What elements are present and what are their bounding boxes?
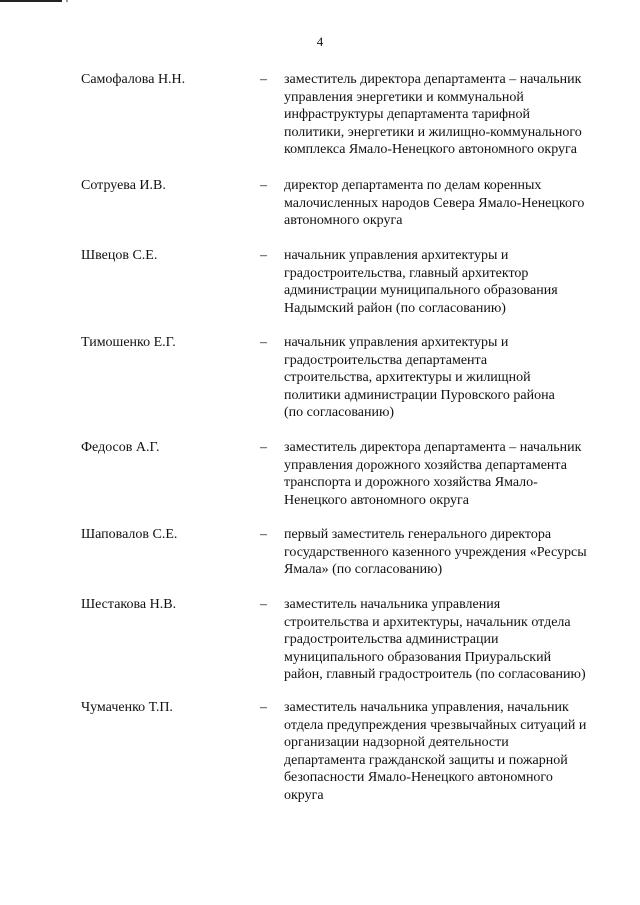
position-line: начальник управления архитектуры и <box>284 248 509 263</box>
position-line: малочисленных народов Севера Ямало-Ненецкого <box>284 195 585 211</box>
position-line: заместитель начальника управления <box>284 597 501 612</box>
position-line: администрации муниципального образования <box>284 283 558 299</box>
position-line: строительства и архитектуры, начальник отдела <box>284 614 571 630</box>
member-position <box>284 247 624 317</box>
member-position <box>284 334 624 422</box>
dash-separator: – <box>260 527 267 542</box>
position-line: Ненецкого автономного округа <box>284 492 469 508</box>
position-line: заместитель директора департамента – начальник <box>284 440 582 455</box>
position-line: Надымский район (по согласованию) <box>284 300 506 316</box>
member-name: Сотруева И.В. <box>81 178 166 193</box>
dash-separator: – <box>260 178 267 193</box>
position-line: отдела предупреждения чрезвычайных ситуаций и <box>284 717 587 733</box>
member-position <box>284 699 624 805</box>
member-name: Шестакова Н.В. <box>81 597 177 612</box>
position-line: комплекса Ямало-Ненецкого автономного округа <box>284 142 577 158</box>
dash-separator: – <box>260 335 267 350</box>
member-name: Тимошенко Е.Г. <box>81 335 176 350</box>
member-position <box>284 526 624 579</box>
position-line: градостроительства администрации <box>284 632 499 648</box>
position-line: заместитель начальника управления, начальник <box>284 700 569 715</box>
dash-separator: – <box>260 700 267 715</box>
position-line: управления энергетики и коммунальной <box>284 89 524 105</box>
position-line: политики администрации Пуровского района <box>284 387 555 403</box>
member-name: Федосов А.Г. <box>81 440 160 455</box>
position-line: округа <box>284 787 324 803</box>
position-line: Ямала» (по согласованию) <box>284 562 443 578</box>
position-line: начальник управления архитектуры и <box>284 335 509 350</box>
position-line: заместитель директора департамента – начальник <box>284 72 582 87</box>
member-name: Чумаченко Т.П. <box>81 700 173 715</box>
position-line: автономного округа <box>284 213 403 229</box>
member-position <box>284 596 624 684</box>
position-line: организации надзорной деятельности <box>284 735 509 751</box>
dash-separator: – <box>260 597 267 612</box>
member-name: Шаповалов С.Е. <box>81 527 178 542</box>
position-line: безопасности Ямало-Ненецкого автономного <box>284 770 553 786</box>
position-line: строительства, архитектуры и жилищной <box>284 370 531 386</box>
member-name: Швецов С.Е. <box>81 248 158 263</box>
position-line: департамента гражданской защиты и пожарной <box>284 752 568 768</box>
position-line: директор департамента по делам коренных <box>284 178 542 193</box>
dash-separator: – <box>260 248 267 263</box>
position-line: государственного казенного учреждения «Ресурсы <box>284 544 587 560</box>
position-line: (по согласованию) <box>284 405 395 421</box>
position-line: политики, энергетики и жилищно-коммунального <box>284 124 582 140</box>
position-line: муниципального образования Приуральский <box>284 649 552 665</box>
member-name: Самофалова Н.Н. <box>81 72 186 87</box>
position-line: градостроительства, главный архитектор <box>284 265 529 281</box>
member-position <box>284 71 624 159</box>
position-line: инфраструктуры департамента тарифной <box>284 107 531 123</box>
member-position <box>284 177 624 230</box>
position-line: управления дорожного хозяйства департамента <box>284 457 567 473</box>
member-position <box>284 439 624 509</box>
page-number: 4 <box>316 34 324 49</box>
dash-separator: – <box>260 72 267 87</box>
position-line: первый заместитель генерального директора <box>284 527 552 542</box>
position-line: градостроительства департамента <box>284 352 488 368</box>
dash-separator: – <box>260 440 267 455</box>
position-line: транспорта и дорожного хозяйства Ямало- <box>284 475 538 491</box>
position-line: район, главный градостроитель (по согласованию) <box>284 667 586 683</box>
